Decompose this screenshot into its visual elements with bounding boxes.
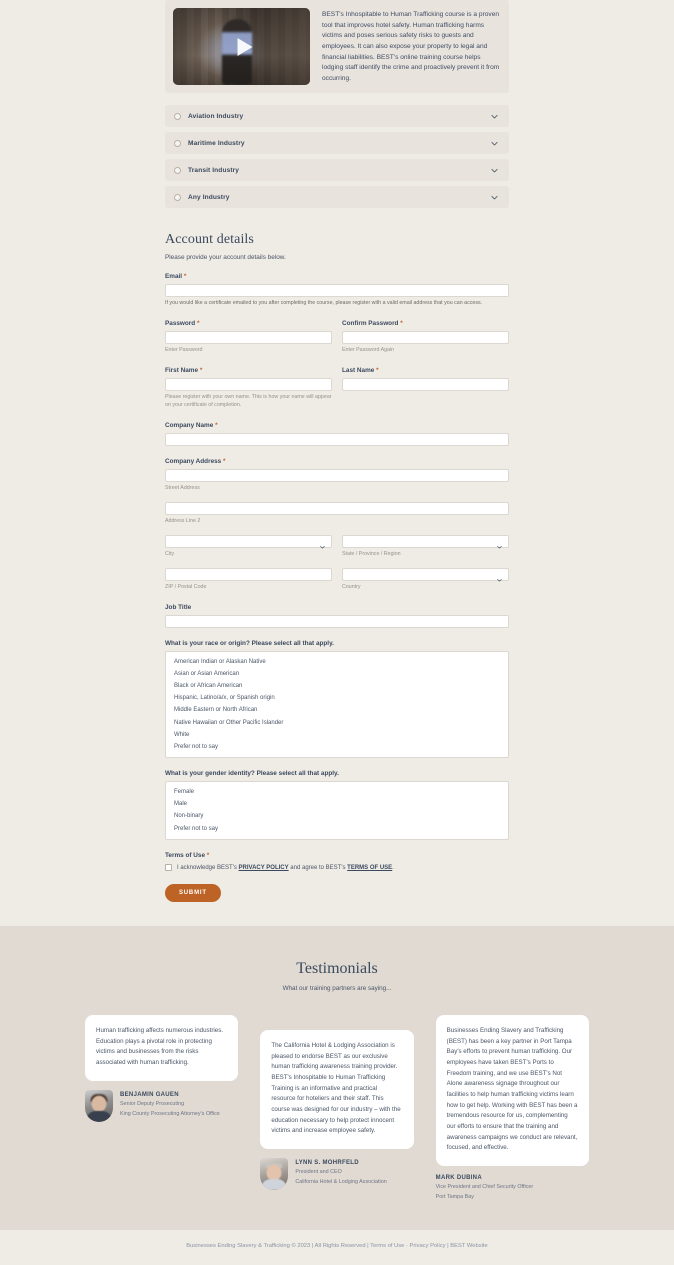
company-name-field-group (165, 422, 509, 446)
testimonial-author-org: Port Tampa Bay (435, 1193, 474, 1200)
required-marker: * (196, 319, 200, 327)
list-item[interactable]: American Indian or Alaskan Native (174, 658, 266, 665)
first-name-field-group (165, 367, 332, 410)
testimonial-author-role: President and CEO (295, 1169, 342, 1176)
chevron-down-icon[interactable] (490, 112, 499, 121)
required-marker: * (400, 319, 403, 327)
password-row (165, 320, 509, 355)
terms-group (165, 852, 509, 902)
testimonial-attribution (85, 1090, 238, 1122)
email-input[interactable] (165, 284, 509, 297)
list-item[interactable]: Non-binary (174, 813, 204, 820)
race-group (165, 640, 509, 759)
course-intro-paragraph: BEST's Inhospitable to Human Trafficking course is a proven tool that improves hotel safety. Human trafficking harms victims and poses serious safety risks to guests and employees. It can also expose your property to legal and financial liabilities. BEST's online training course helps lodging staff identify the crime and proactively prevent it from occurring. (322, 11, 500, 83)
avatar-face (267, 1164, 282, 1180)
testimonial-attribution (260, 1158, 413, 1190)
email-label (165, 273, 509, 280)
address-line-2-input[interactable] (165, 502, 509, 515)
last-name-field-group (342, 367, 509, 410)
list-item[interactable]: Asian or Asian American (174, 670, 240, 677)
company-name-input[interactable] (165, 433, 509, 446)
address-line-2-hint: Address Line 2 (165, 517, 201, 524)
chevron-down-icon (496, 538, 503, 545)
password-label (165, 320, 332, 327)
testimonial-card-3 (436, 1015, 589, 1202)
zip-hint: ZIP / Postal Code (165, 583, 207, 590)
testimonial-author-name: LYNN S. MOHRFELD (295, 1160, 359, 1167)
course-intro-card (165, 0, 509, 93)
industry-accordion (165, 105, 509, 208)
avatar-face (92, 1096, 107, 1112)
confirm-password-field-group (342, 320, 509, 355)
terms-checkbox[interactable] (165, 864, 172, 871)
terms-text (177, 864, 394, 872)
testimonials-section (0, 926, 674, 1230)
zip-group (165, 568, 332, 592)
avatar (260, 1158, 288, 1190)
password-input[interactable] (165, 331, 332, 344)
name-row (165, 367, 509, 410)
state-hint: State / Province / Region (342, 550, 401, 557)
chevron-down-icon[interactable] (490, 166, 499, 175)
last-name-input[interactable] (342, 378, 509, 391)
street-address-input[interactable] (165, 469, 509, 482)
testimonial-author-role: Vice President and Chief Security Officer (435, 1184, 534, 1191)
first-name-label-text: First Name (165, 366, 199, 374)
list-item[interactable]: Prefer not to say (174, 825, 219, 832)
accordion-label: Aviation Industry (188, 112, 244, 120)
list-item[interactable]: Female (174, 789, 195, 796)
accordion-label: Transit Industry (188, 166, 240, 174)
email-field-group (165, 273, 509, 308)
testimonials-subtitle: What our training partners are saying... (282, 985, 392, 993)
terms-of-use-link[interactable]: TERMS OF USE (347, 864, 393, 871)
course-video-thumbnail[interactable] (173, 8, 310, 85)
state-select[interactable] (342, 535, 509, 548)
attribution-text (120, 1090, 220, 1119)
avatar-body (261, 1179, 287, 1190)
country-group (342, 568, 509, 592)
radio-icon[interactable] (174, 113, 181, 120)
terms-text-part-3: . (392, 864, 394, 871)
city-group (165, 535, 332, 559)
zip-input[interactable] (165, 568, 332, 581)
terms-label (165, 852, 509, 859)
list-item[interactable]: Native Hawaiian or Other Pacific Islander (174, 719, 284, 726)
confirm-password-hint: Enter Password Again (342, 346, 395, 353)
accordion-item-aviation[interactable] (165, 105, 509, 127)
accordion-item-any-industry[interactable] (165, 186, 509, 208)
list-item[interactable]: Middle Eastern or North African (174, 707, 258, 714)
list-item[interactable]: Male (174, 801, 188, 808)
testimonial-quote: Human trafficking affects numerous industries. Education plays a pivotal role in protecting victims and businesses from the risks associated with human trafficking. (85, 1015, 238, 1081)
terms-text-part-1: I acknowledge BEST's (177, 864, 239, 871)
terms-acknowledgement-row (165, 864, 509, 872)
company-address-label-text: Company Address (165, 457, 222, 465)
chevron-down-icon (319, 538, 326, 545)
city-state-row (165, 535, 509, 559)
accordion-label: Maritime Industry (188, 139, 245, 147)
attribution-text (436, 1175, 533, 1202)
testimonial-quote: Businesses Ending Slavery and Trafficking (BEST) has been a key partner in Port Tampa Bay's efforts to prevent human trafficking. Our employees have taken BEST's Ports to Freedom training, and we use BEST's Not Alone awareness signage throughout our facilities to help human trafficking victims learn how to get help. Working with BEST has been a tremendous resource for us, complementing our efforts to ensure that the training and awareness campaigns we conduct are relevant, focused, and effective. (436, 1015, 589, 1166)
chevron-down-icon[interactable] (490, 139, 499, 148)
email-label-text: Email (165, 273, 183, 280)
testimonial-quote: The California Hotel & Lodging Association is pleased to endorse BEST as our exclusive human trafficking awareness training provider. BEST's Inhospitable to Human Trafficking Training is an informative and practical resource for hoteliers and their staff. This course was designed for our industry – with the education necessary to help protect innocent victims and increase employee safety. (260, 1030, 413, 1149)
privacy-policy-link[interactable]: PRIVACY POLICY (238, 864, 289, 871)
required-marker: * (376, 366, 379, 374)
accordion-label: Any Industry (188, 193, 230, 201)
radio-icon[interactable] (174, 167, 181, 174)
required-marker: * (206, 851, 210, 859)
testimonial-card-2 (260, 1030, 413, 1190)
job-title-label: Job Title (165, 603, 192, 611)
company-address-label (165, 458, 509, 465)
email-hint: If you would like a certificate emailed to you after completing the course, please register with a valid email address that you can access. (165, 300, 483, 306)
job-title-group (165, 604, 509, 628)
radio-icon[interactable] (174, 194, 181, 201)
address-line-2-group (165, 502, 509, 526)
state-group (342, 535, 509, 559)
radio-icon[interactable] (174, 140, 181, 147)
city-hint: City (165, 550, 175, 557)
terms-text-part-2: and agree to BEST's (288, 864, 348, 871)
testimonial-author-name: MARK DUBINA (435, 1175, 482, 1182)
avatar-body (86, 1111, 112, 1122)
company-name-label-text: Company Name (165, 421, 214, 429)
street-address-hint: Street Address (165, 484, 200, 491)
confirm-password-label (342, 320, 509, 327)
terms-label-text: Terms of Use (165, 851, 206, 859)
play-icon[interactable] (237, 38, 252, 56)
first-name-label (165, 367, 332, 374)
last-name-label-text: Last Name (342, 366, 375, 374)
account-details-subheading: Please provide your account details below. (165, 254, 286, 261)
account-details-heading: Account details (165, 232, 254, 247)
submit-button[interactable]: SUBMIT (165, 884, 221, 902)
company-name-label (165, 422, 509, 429)
testimonial-author-org: King County Prosecuting Attorney's Office (120, 1110, 220, 1117)
confirm-password-input[interactable] (342, 331, 509, 344)
testimonials-grid (0, 1015, 674, 1202)
company-address-group (165, 458, 509, 493)
name-hint: Please register with your own name. This is how your name will appear on your certificate of completion. (165, 393, 332, 408)
required-marker: * (215, 421, 218, 429)
zip-country-row (165, 568, 509, 592)
confirm-password-label-text: Confirm Password (342, 319, 399, 327)
accordion-item-maritime[interactable] (165, 132, 509, 154)
list-item[interactable]: Hispanic, Latino/a/x, or Spanish origin (174, 695, 275, 702)
race-question-label: What is your race or origin? Please select all that apply. (165, 639, 334, 647)
testimonial-attribution (436, 1175, 589, 1202)
list-item[interactable]: White (174, 731, 190, 738)
gender-listbox[interactable] (165, 781, 509, 840)
testimonial-author-role: Senior Deputy Prosecuting (120, 1100, 185, 1107)
footer-text: Businesses Ending Slavery & Trafficking © 2023 | All Rights Reserved | Terms of Use · Privacy Policy | BEST Website (186, 1242, 488, 1249)
testimonial-card-1 (85, 1015, 238, 1122)
first-name-input[interactable] (165, 378, 332, 391)
password-hint: Enter Password (165, 346, 203, 353)
password-label-text: Password (165, 319, 196, 327)
gender-question-label: What is your gender identity? Please select all that apply. (165, 770, 339, 777)
last-name-label (342, 367, 509, 374)
chevron-down-icon[interactable] (490, 193, 499, 202)
testimonials-title: Testimonials (296, 960, 378, 978)
testimonial-author-org: California Hotel & Lodging Association (295, 1178, 387, 1185)
accordion-item-transit[interactable] (165, 159, 509, 181)
required-marker: * (183, 273, 187, 280)
attribution-text (295, 1158, 386, 1187)
list-item[interactable]: Black or African American (174, 682, 243, 689)
chevron-down-icon (496, 571, 503, 578)
required-marker: * (199, 366, 203, 374)
password-field-group (165, 320, 332, 355)
testimonial-author-name: BENJAMIN GAUEN (120, 1091, 179, 1098)
race-listbox[interactable] (165, 651, 509, 759)
avatar (85, 1090, 113, 1122)
job-title-input[interactable] (165, 615, 509, 628)
city-select[interactable] (165, 535, 332, 548)
gender-group (165, 770, 509, 840)
country-select[interactable] (342, 568, 509, 581)
page-footer (0, 1230, 674, 1265)
country-hint: Country (342, 583, 361, 590)
list-item[interactable]: Prefer not to say (174, 743, 219, 750)
required-marker: * (223, 457, 226, 465)
